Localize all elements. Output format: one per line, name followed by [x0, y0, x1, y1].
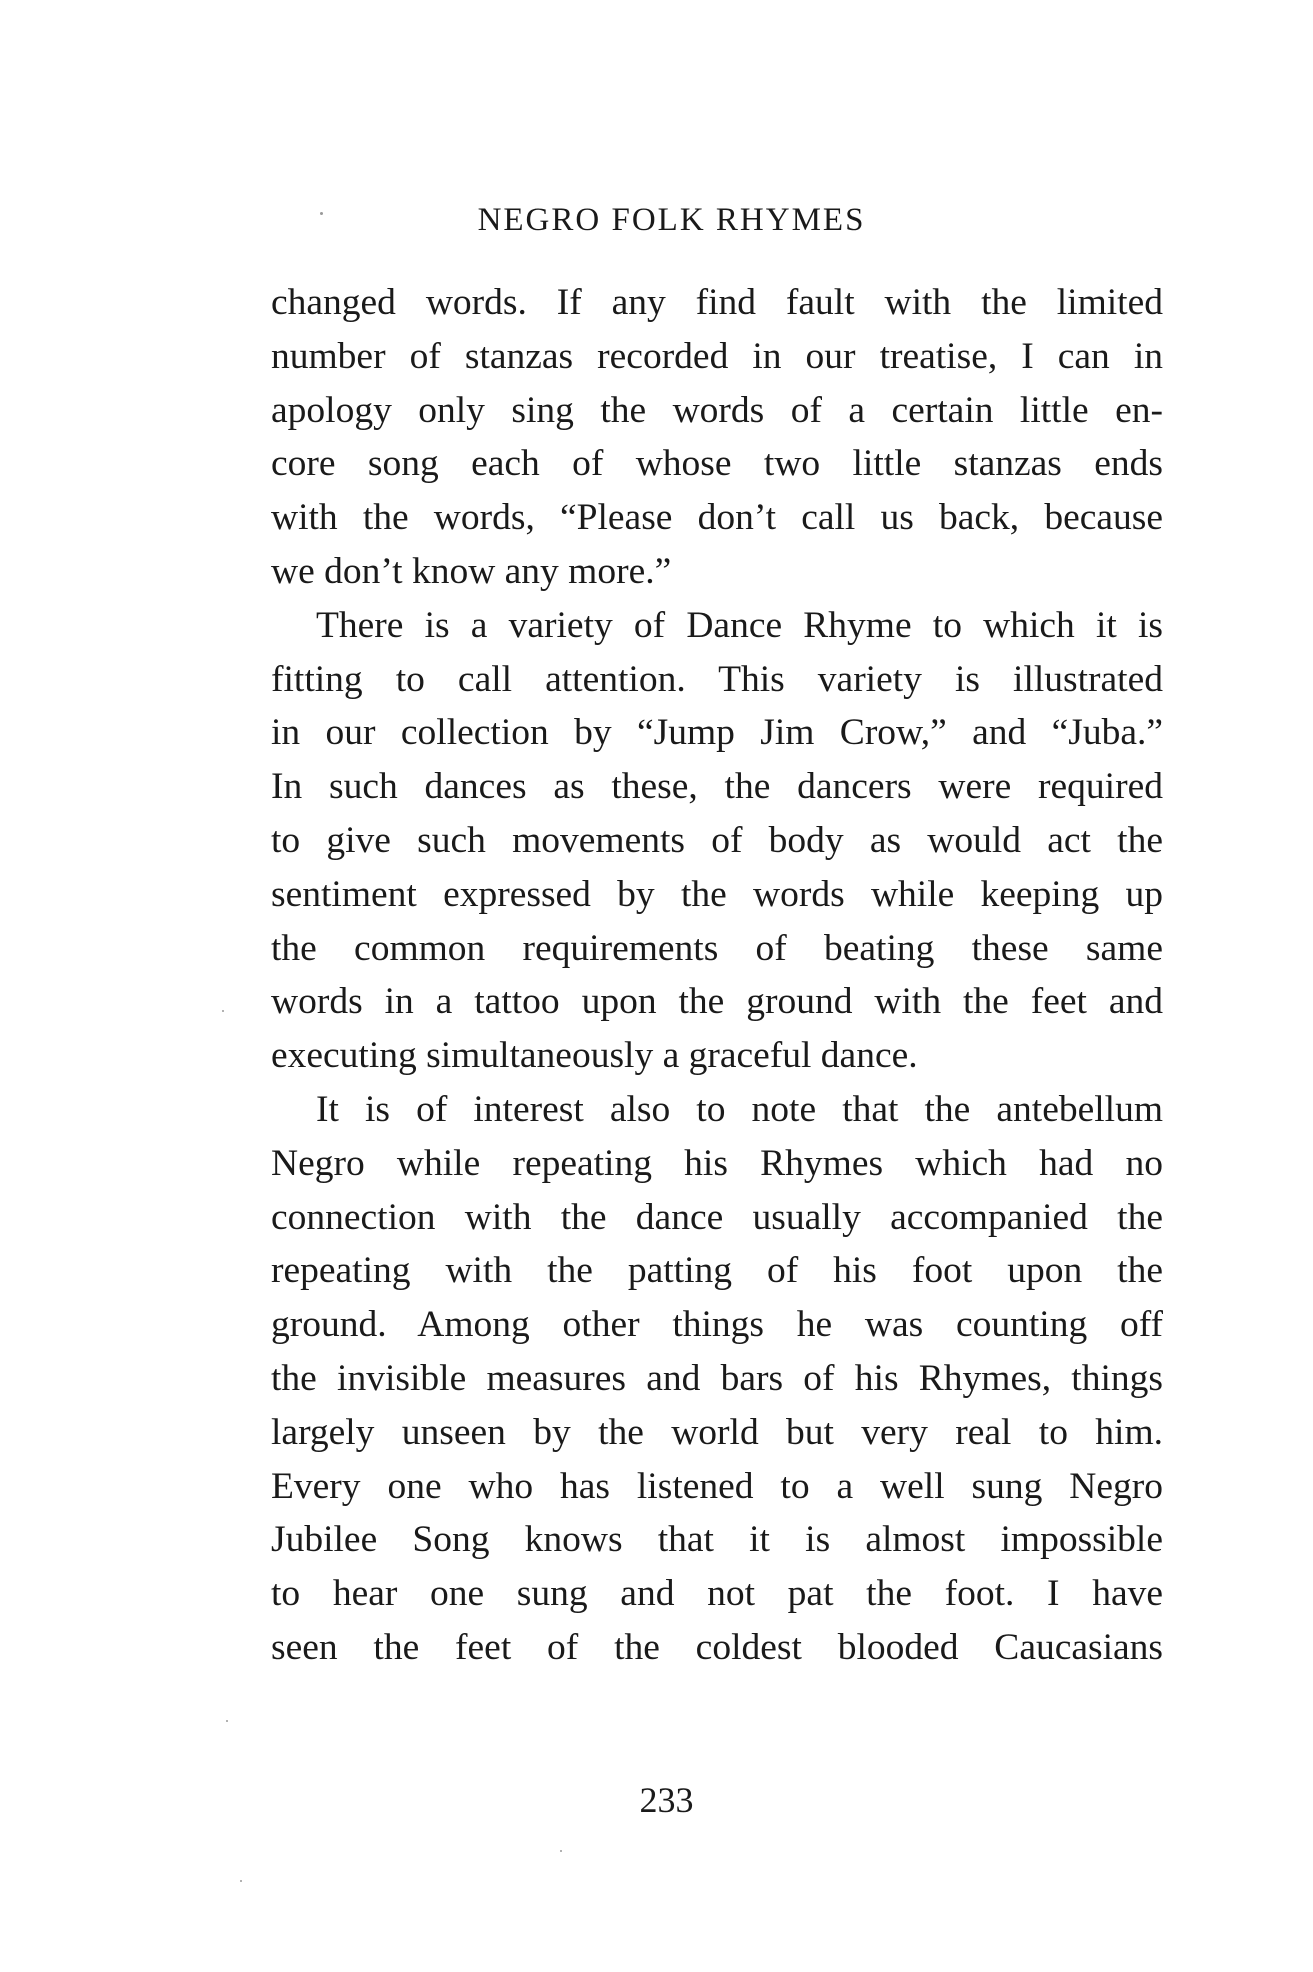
text-line: Jubilee Song knows that it is almost impossible — [271, 1519, 1163, 1561]
body-text — [271, 276, 1163, 1675]
scan-speck — [560, 1850, 562, 1852]
text-line: Every one who has listened to a well sung Negro — [271, 1465, 1163, 1507]
text-line: in our collection by “Jump Jim Crow,” and “Juba.” — [271, 712, 1163, 754]
text-line: the invisible measures and bars of his Rhymes, things — [271, 1357, 1163, 1399]
paragraph-3 — [271, 1083, 1163, 1675]
text-line: Negro while repeating his Rhymes which had no — [271, 1142, 1163, 1184]
scan-speck — [222, 1010, 224, 1012]
text-line: There is a variety of Dance Rhyme to which it is — [316, 604, 1163, 646]
text-line: seen the feet of the coldest blooded Caucasians — [271, 1626, 1163, 1668]
paragraph-2 — [271, 599, 1163, 1083]
text-line: In such dances as these, the dancers were required — [271, 766, 1163, 808]
text-line: with the words, “Please don’t call us back, because — [271, 497, 1163, 539]
text-line: to hear one sung and not pat the foot. I have — [271, 1573, 1163, 1615]
text-line: executing simultaneously a graceful dance. — [271, 1035, 918, 1077]
text-line: largely unseen by the world but very real to him. — [271, 1411, 1163, 1453]
text-line: we don’t know any more.” — [271, 550, 672, 592]
text-line: core song each of whose two little stanzas ends — [271, 443, 1163, 485]
paragraph-1 — [271, 276, 1163, 599]
text-line: It is of interest also to note that the antebellum — [316, 1088, 1163, 1130]
text-line: number of stanzas recorded in our treatise, I can in — [271, 335, 1163, 377]
text-line: fitting to call attention. This variety is illustrated — [271, 658, 1163, 700]
text-line: the common requirements of beating these same — [271, 927, 1163, 969]
text-line: connection with the dance usually accompanied the — [271, 1196, 1163, 1238]
scan-speck — [226, 1720, 228, 1722]
text-line: repeating with the patting of his foot upon the — [271, 1250, 1163, 1292]
running-head: NEGRO FOLK RHYMES — [477, 202, 866, 238]
text-line: to give such movements of body as would act the — [271, 819, 1163, 861]
text-line: ground. Among other things he was counting off — [271, 1304, 1163, 1346]
text-line: changed words. If any find fault with the limited — [271, 282, 1163, 323]
text-line: sentiment expressed by the words while keeping up — [271, 873, 1163, 915]
scan-speck — [240, 1880, 242, 1882]
page-number: 233 — [639, 1780, 694, 1820]
text-line: apology only sing the words of a certain little en- — [271, 389, 1163, 431]
text-line: words in a tattoo upon the ground with the feet and — [271, 981, 1163, 1023]
